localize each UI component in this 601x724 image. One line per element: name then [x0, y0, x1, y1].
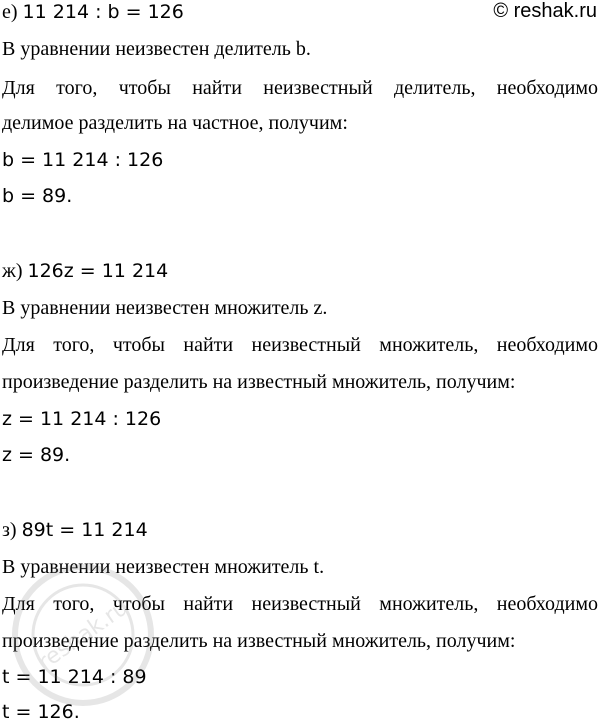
logo-text: reshak.ru: [33, 595, 133, 676]
problem-e-header: [2, 0, 184, 24]
problem-e-line1: В уравнении неизвестен делитель b.: [2, 38, 311, 60]
problem-z-equation: 89t = 11 214: [21, 519, 148, 541]
problem-z-header: [2, 518, 148, 542]
problem-e-line3: делимое разделить на частное, получим:: [2, 112, 348, 134]
problem-z-label: з): [2, 519, 17, 541]
problem-zh-line3: произведение разделить на известный множитель, получим:: [2, 371, 516, 393]
problem-zh-calc2: z = 89.: [2, 444, 71, 466]
problem-z-line2: Для того, чтобы найти неизвестный множитель, необходимо: [2, 593, 598, 615]
copyright-watermark: © reshak.ru: [493, 0, 597, 22]
problem-zh-header: [2, 259, 168, 283]
problem-z-calc1: t = 11 214 : 89: [2, 666, 147, 688]
problem-z-calc2: t = 126.: [2, 701, 80, 723]
problem-zh-calc1: z = 11 214 : 126: [2, 408, 162, 430]
problem-zh-line1: В уравнении неизвестен множитель z.: [2, 297, 328, 319]
problem-z-line1: В уравнении неизвестен множитель t.: [2, 556, 325, 578]
problem-zh-label: ж): [2, 260, 23, 282]
problem-zh-line2: Для того, чтобы найти неизвестный множитель, необходимо: [2, 334, 598, 356]
problem-e-calc1: b = 11 214 : 126: [2, 149, 164, 171]
problem-e-equation: 11 214 : b = 126: [22, 1, 184, 23]
problem-e-label: е): [2, 1, 18, 23]
problem-e-calc2: b = 89.: [2, 185, 73, 207]
problem-zh-equation: 126z = 11 214: [27, 260, 169, 282]
problem-e-line2: Для того, чтобы найти неизвестный делитель, необходимо: [2, 77, 598, 99]
problem-z-line3: произведение разделить на известный множитель, получим:: [2, 630, 516, 652]
